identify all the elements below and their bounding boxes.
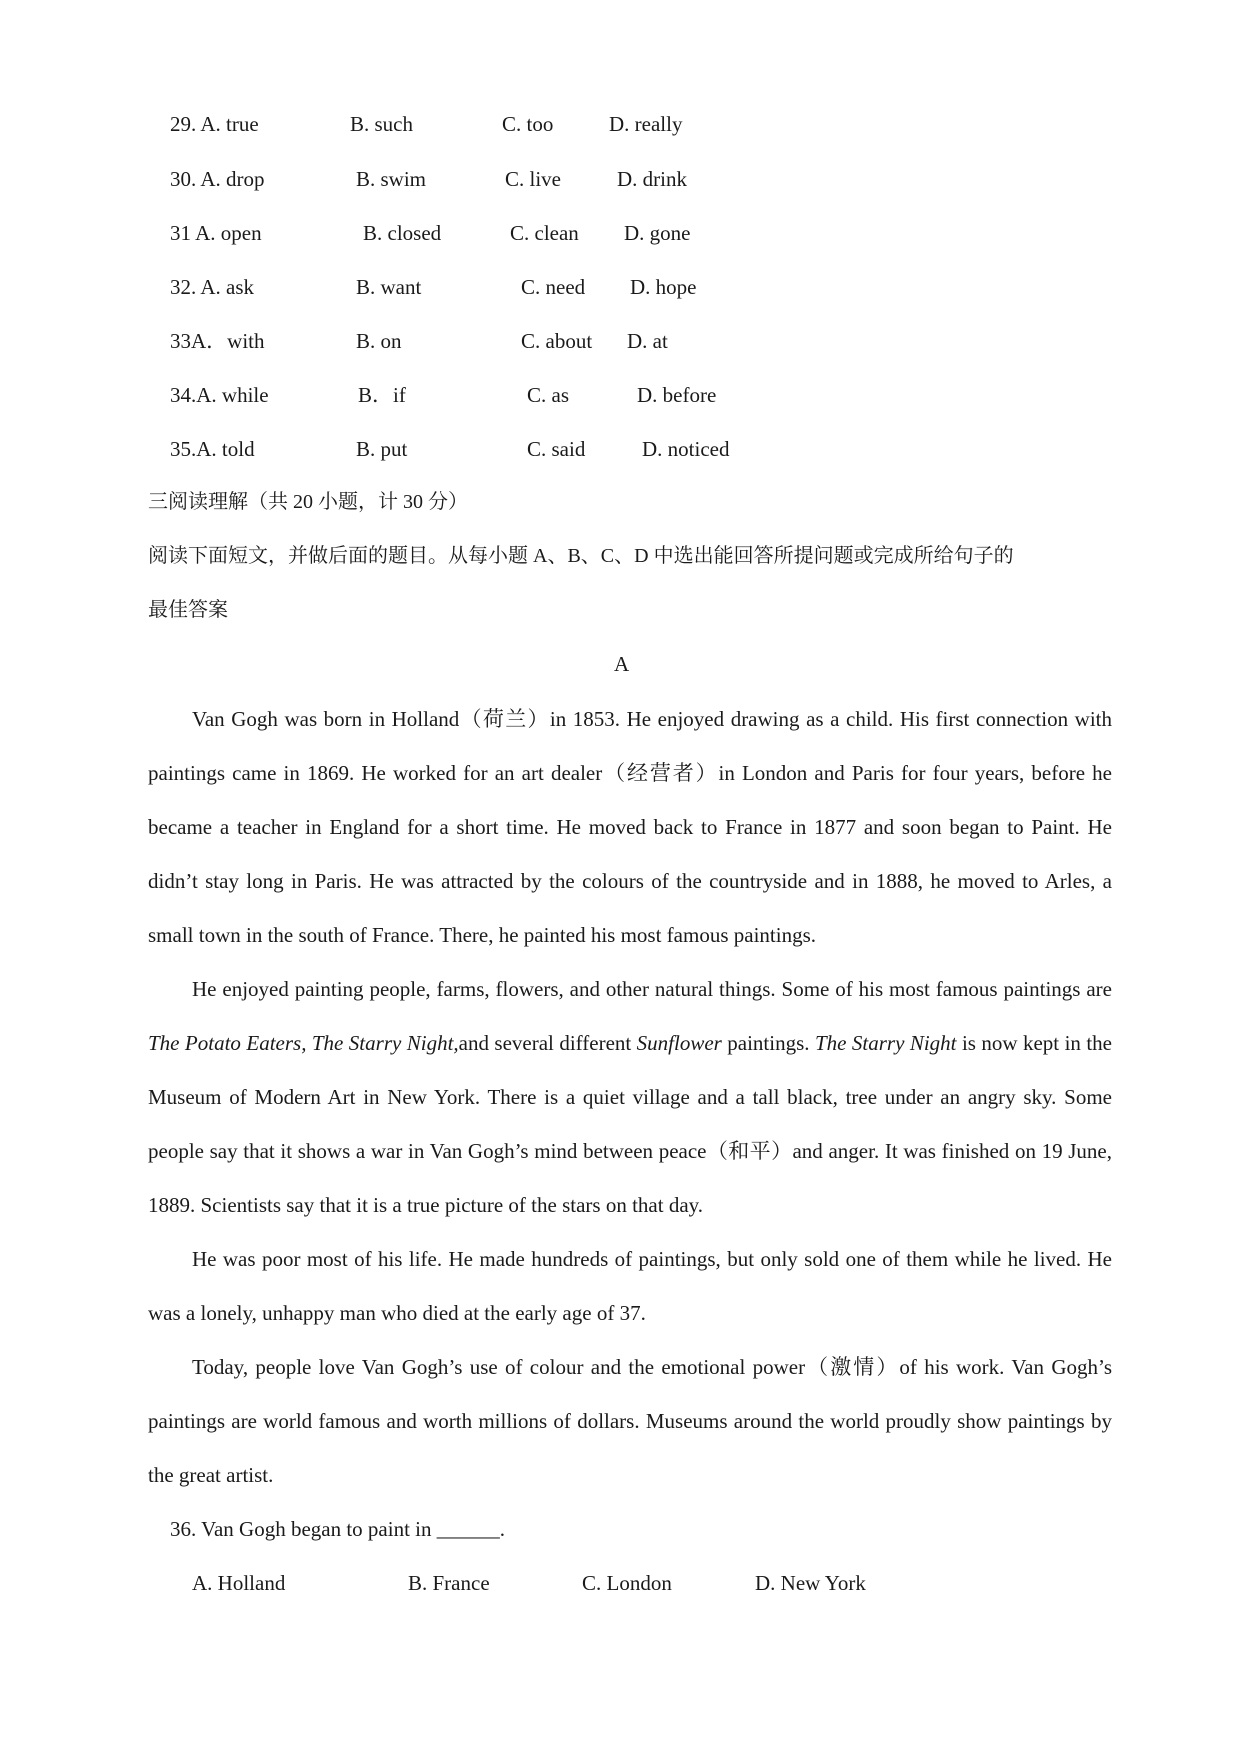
- option-a: 34.A. while: [170, 383, 269, 407]
- option-c: C. clean: [510, 221, 579, 245]
- option-a: 33A．with: [170, 329, 265, 353]
- option-d: D. noticed: [642, 437, 730, 461]
- option-c: C. about: [521, 329, 593, 353]
- option-b: B. closed: [363, 221, 442, 245]
- italic-title: The Starry Night: [814, 1031, 957, 1055]
- option-c: C. said: [527, 437, 586, 461]
- paragraph-3: He was poor most of his life. He made hundreds of paintings, but only sold one of them while he lived. He was a lonely, unhappy man who died at the early age of 37.: [148, 1247, 1112, 1325]
- paragraph-1: Van Gogh was born in Holland（荷兰）in 1853. He enjoyed drawing as a child. His first connection with paintings came in 1869. He worked for an art dealer（经营者）in London and Paris for four years, before he became a teacher in England for a short time. He moved back to France in 1877 and soon began to Paint. He didn’t stay long in Paris. He was attracted by the colours of the countryside and in 1888, he moved to Arles, a small town in the south of France. There, he painted his most famous paintings.: [148, 707, 1112, 947]
- option-b: B. swim: [356, 167, 427, 191]
- option-c: C. London: [582, 1571, 672, 1595]
- passage-label: A: [614, 652, 630, 676]
- option-b: B．if: [358, 383, 406, 407]
- option-a: 35.A. told: [170, 437, 255, 461]
- option-b: B. on: [356, 329, 402, 353]
- option-b: B. put: [356, 437, 408, 461]
- italic-title: The Potato Eaters, The Starry Night,: [148, 1031, 459, 1055]
- paragraph-2: He enjoyed painting people, farms, flowers, and other natural things. Some of his most famous paintings are The Potato Eaters, The Starry Night,and several different Sunflower paintings. The Starry Night is now kept in the Museum of Modern Art in New York. There is a quiet village and a tall black, tree under an angry sky. Some people say that it shows a war in Van Gogh’s mind between peace（和平）and anger. It was finished on 19 June, 1889. Scientists say that it is a true picture of the stars on that day.: [148, 977, 1112, 1217]
- option-d: D. New York: [755, 1571, 866, 1595]
- option-d: D. hope: [630, 275, 697, 299]
- question-36-stem: 36. Van Gogh began to paint in ______.: [170, 1517, 505, 1541]
- instructions-line-1: 阅读下面短文，并做后面的题目。从每小题 A、B、C、D 中选出能回答所提问题或完成所给句子的: [148, 545, 1014, 567]
- option-d: D. really: [609, 112, 683, 136]
- option-a: 32. A. ask: [170, 275, 254, 299]
- option-a: A. Holland: [192, 1571, 286, 1595]
- option-a: 31 A. open: [170, 221, 262, 245]
- option-c: C. live: [505, 167, 561, 191]
- option-b: B. such: [350, 112, 413, 136]
- option-d: D. at: [627, 329, 668, 353]
- option-a: 30. A. drop: [170, 167, 265, 191]
- option-c: C. need: [521, 275, 586, 299]
- option-d: D. before: [637, 383, 717, 407]
- paragraph-4: Today, people love Van Gogh’s use of colour and the emotional power（激情）of his work. Van Gogh’s paintings are world famous and worth millions of dollars. Museums around the world proudly show paintings by the great artist.: [148, 1355, 1112, 1487]
- option-d: D. gone: [624, 221, 691, 245]
- option-c: C. as: [527, 383, 569, 407]
- option-b: B. want: [356, 275, 422, 299]
- option-a: 29. A. true: [170, 112, 259, 136]
- instructions-line-2: 最佳答案: [148, 599, 228, 621]
- option-d: D. drink: [617, 167, 687, 191]
- option-c: C. too: [502, 112, 554, 136]
- section-heading: 三阅读理解（共 20 小题，计 30 分）: [148, 491, 468, 513]
- italic-title: Sunflower: [636, 1031, 722, 1055]
- option-b: B. France: [408, 1571, 490, 1595]
